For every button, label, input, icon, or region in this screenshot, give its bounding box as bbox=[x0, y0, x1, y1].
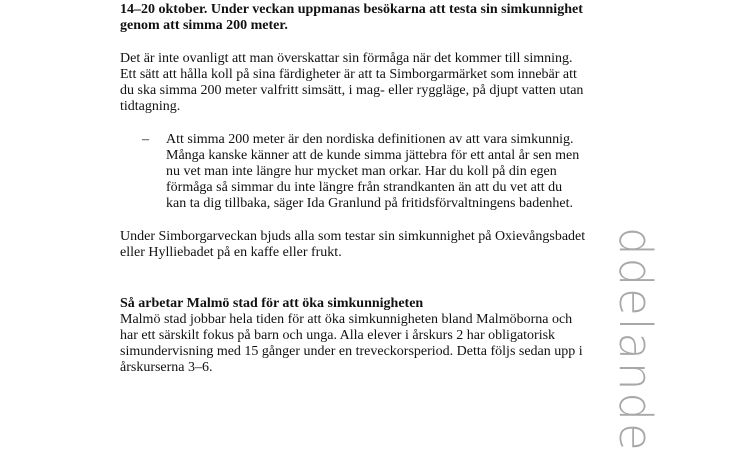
article-body bbox=[120, 0, 590, 376]
quote-block bbox=[120, 132, 590, 212]
vertical-watermark: ddelande bbox=[609, 227, 662, 453]
quote-text: Att simma 200 meter är den nordiska definitionen av att vara simkunnig. Många kanske känner att de kunde simma jättebra för ett antal år sen men nu vet man inte längre hur mycket man orkar. Har du koll på din egen förmåga så simmar du inte längre från strandkanten än att du vet att du kan ta dig tillbaka, säger Ida Granlund på fritidsförvaltningens badenhet. bbox=[166, 132, 580, 211]
lead-text: 14–20 oktober. Under veckan uppmanas besökarna att testa sin simkunnighet genom att simma 200 meter. bbox=[120, 2, 583, 33]
body-paragraph-2: Under Simborgarveckan bjuds alla som testar sin simkunnighet på Oxievångsbadet eller Hylliebadet på en kaffe eller frukt. bbox=[120, 229, 586, 260]
lead-paragraph bbox=[120, 0, 590, 34]
body-paragraph-3: Malmö stad jobbar hela tiden för att öka simkunnigheten bland Malmöborna och har ett särskilt fokus på barn och unga. Alla elever i årskurs 2 har obligatorisk simundervisning med 15 gånger under en treveckorsperiod. Detta följs sedan upp i årskurserna 3–6. bbox=[120, 312, 583, 375]
body-paragraph-1: Det är inte ovanligt att man överskattar sin förmåga när det kommer till simning. Ett sätt att hålla koll på sina färdigheter är att ta Simborgarmärket som innebär att du ska simma 200 meter valfritt simsätt, i mag- eller ryggläge, på djupt vatten utan tidtagning. bbox=[120, 51, 584, 114]
section-spacer bbox=[120, 278, 590, 296]
section-heading: Så arbetar Malmö stad för att öka simkunnigheten bbox=[120, 296, 424, 311]
cropped-top-line bbox=[120, 0, 541, 1]
quote-dash: – bbox=[142, 132, 149, 147]
